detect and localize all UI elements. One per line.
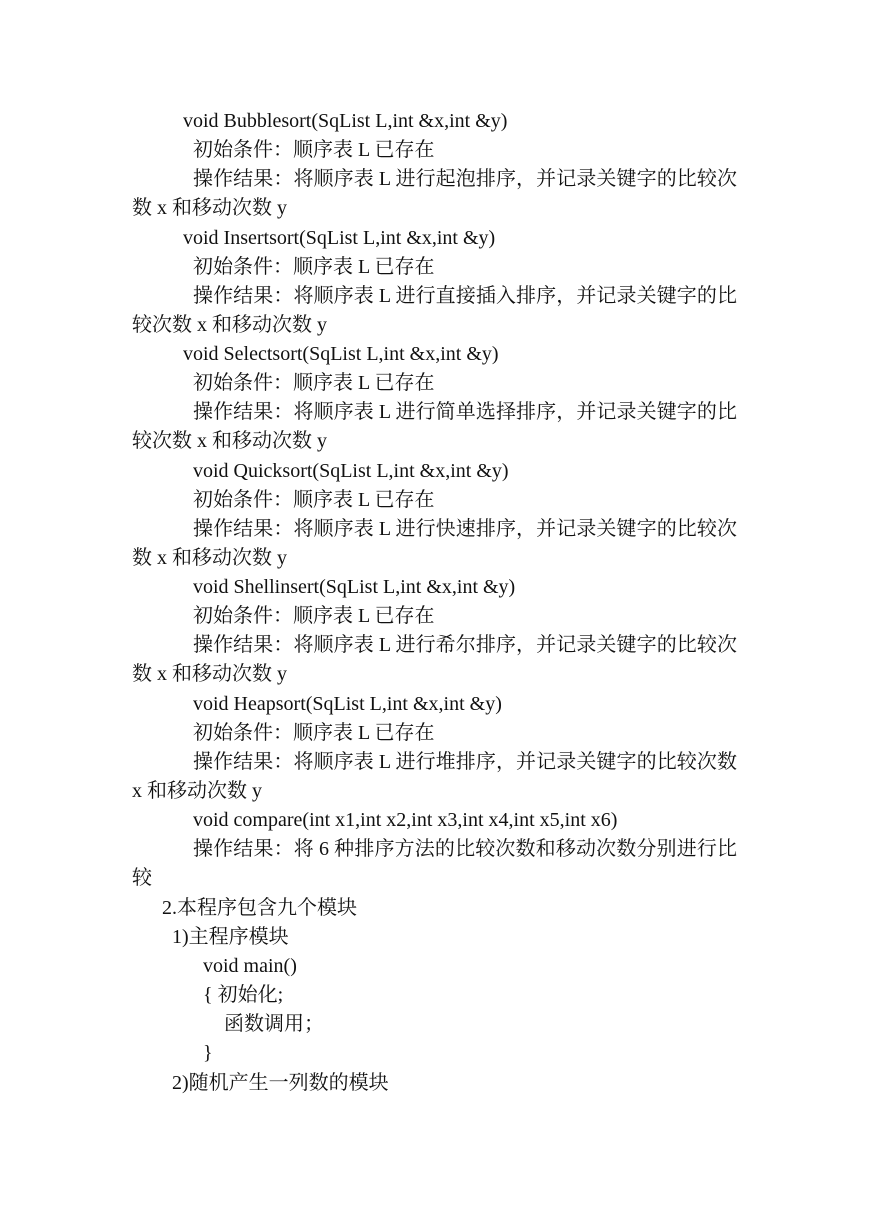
section-heading: 2.本程序包含九个模块 xyxy=(162,897,357,919)
insertsort-signature: void Insertsort(SqList L,int &x,int &y) xyxy=(183,227,496,249)
selectsort-result-cont: 较次数 x 和移动次数 y xyxy=(132,430,327,452)
main-init: { 初始化; xyxy=(203,984,284,1006)
selectsort-precondition: 初始条件：顺序表 L 已存在 xyxy=(193,372,435,394)
insertsort-precondition: 初始条件：顺序表 L 已存在 xyxy=(193,256,435,278)
compare-result: 操作结果：将 6 种排序方法的比较次数和移动次数分别进行比 xyxy=(193,838,737,860)
heapsort-result: 操作结果：将顺序表 L 进行堆排序，并记录关键字的比较次数 xyxy=(193,751,737,773)
main-signature: void main() xyxy=(203,955,297,977)
selectsort-result: 操作结果：将顺序表 L 进行简单选择排序，并记录关键字的比 xyxy=(193,401,737,423)
bubblesort-result: 操作结果：将顺序表 L 进行起泡排序，并记录关键字的比较次 xyxy=(193,168,737,190)
shellinsert-signature: void Shellinsert(SqList L,int &x,int &y) xyxy=(193,576,516,598)
module-2-heading: 2)随机产生一列数的模块 xyxy=(172,1072,389,1094)
main-call: 函数调用； xyxy=(224,1013,324,1035)
heapsort-result-cont: x 和移动次数 y xyxy=(132,780,262,802)
insertsort-result: 操作结果：将顺序表 L 进行直接插入排序，并记录关键字的比 xyxy=(193,285,737,307)
bubblesort-signature: void Bubblesort(SqList L,int &x,int &y) xyxy=(183,110,508,132)
quicksort-precondition: 初始条件：顺序表 L 已存在 xyxy=(193,489,435,511)
heapsort-signature: void Heapsort(SqList L,int &x,int &y) xyxy=(193,693,502,715)
compare-signature: void compare(int x1,int x2,int x3,int x4,int x5,int x6) xyxy=(193,809,618,831)
shellinsert-result: 操作结果：将顺序表 L 进行希尔排序，并记录关键字的比较次 xyxy=(193,634,737,656)
main-close-brace: } xyxy=(203,1042,213,1064)
module-1-heading: 1)主程序模块 xyxy=(172,926,289,948)
quicksort-result-cont: 数 x 和移动次数 y xyxy=(132,547,287,569)
selectsort-signature: void Selectsort(SqList L,int &x,int &y) xyxy=(183,343,499,365)
quicksort-result: 操作结果：将顺序表 L 进行快速排序，并记录关键字的比较次 xyxy=(193,518,737,540)
shellinsert-result-cont: 数 x 和移动次数 y xyxy=(132,663,287,685)
insertsort-result-cont: 较次数 x 和移动次数 y xyxy=(132,314,327,336)
quicksort-signature: void Quicksort(SqList L,int &x,int &y) xyxy=(193,460,509,482)
shellinsert-precondition: 初始条件：顺序表 L 已存在 xyxy=(193,605,435,627)
compare-result-cont: 较 xyxy=(132,867,152,889)
bubblesort-precondition: 初始条件：顺序表 L 已存在 xyxy=(193,139,435,161)
bubblesort-result-cont: 数 x 和移动次数 y xyxy=(132,197,287,219)
heapsort-precondition: 初始条件：顺序表 L 已存在 xyxy=(193,722,435,744)
